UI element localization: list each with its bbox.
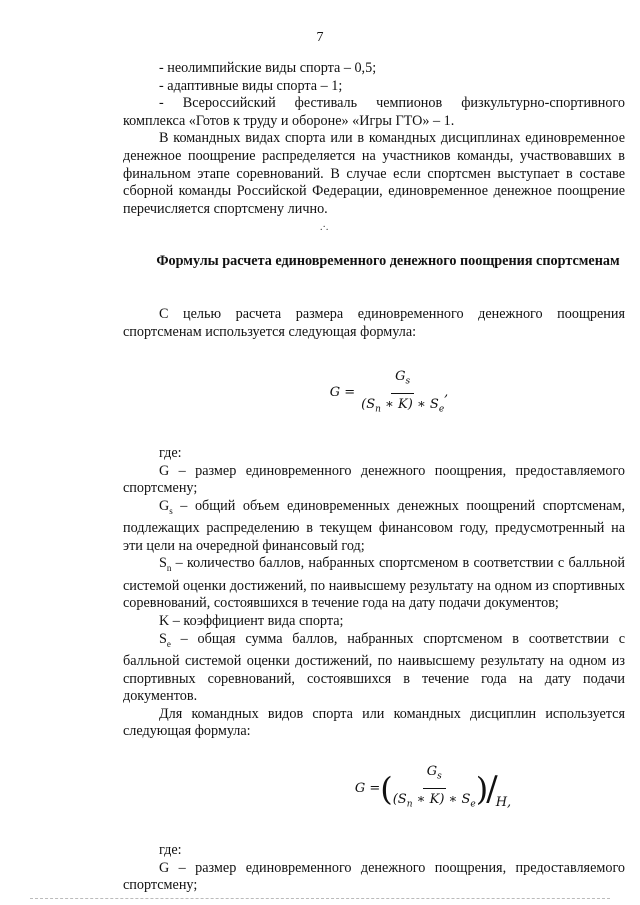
definition-se: $S_e$ – общая сумма баллов, набранных спортсменом в соответствии с балльной системой оценки достижений, по наивысшему результату на одном из спортивных соревнований, состоявшихся в течение года на дату подачи документов. [123, 630, 625, 705]
document-body [123, 60, 625, 895]
team-formula-intro: Для командных видов спорта или командных дисциплин используется следующая формула: [123, 705, 625, 740]
definition-g-2: G – размер единовременного денежного поощрения, предоставляемого спортсмену; [123, 859, 625, 894]
formula2-divisor-text: H [495, 794, 508, 810]
formula2-trailing: , [507, 794, 512, 810]
section-heading: Формулы расчета единовременного денежного поощрения спортсменам [156, 253, 620, 270]
formula2-numerator: $G_s$ [423, 763, 446, 789]
where-label: где: [159, 444, 182, 461]
bullet-adaptive: - адаптивные виды спорта – 1; [159, 77, 343, 94]
definition-sn-text: – количество баллов, набранных спортсменом в соответствии с балльной системой оценки достижений, по наивысшему результату на одном из спортивных соревнований, состоявшихся в течение года на дату подачи документов; [123, 555, 625, 612]
definition-g: G – размер единовременного денежного поощрения, предоставляемого спортсмену; [123, 462, 625, 497]
formula-numerator: $G_s$ [391, 368, 414, 394]
formula2-lhs: G = [354, 780, 381, 796]
formula2-open-paren: ( [380, 769, 393, 808]
page-number: 7 [316, 30, 324, 45]
definition-sn: $S_n$ – количество баллов, набранных спортсменом в соответствии с балльной системой оценки достижений, по наивысшему результату на одном из спортивных соревнований, состоявшихся в течение года на дату подачи документов; [123, 555, 625, 612]
scan-speck: .·. [320, 222, 329, 233]
bullet-nonolympic: - неолимпийские виды спорта – 0,5; [159, 60, 377, 76]
formula2-denominator: ($S_n$ ∗ K) ∗ $S_e$ [392, 792, 476, 810]
definition-gs: $G_s$ – общий объем единовременных денежных поощрений спортсменам, подлежащих распределению в текущем финансовом году, предусмотренный на эти цели на очередной финансовый год; [123, 497, 625, 554]
team-paragraph: В командных видах спорта или в командных дисциплинах единовременное денежное поощрение распределяется на участников команды, участвовавших в финальном этапе соревнований. В случае если спортсмен выступает в составе сборной команды Российской Федерации, единовременное денежное поощрение перечисляется спортсмену лично. [123, 130, 625, 217]
formula-team [123, 763, 625, 814]
formula2-slash: / [486, 768, 498, 809]
definition-gs-text: – общий объем единовременных денежных поощрений спортсменам, подлежащих распределению в текущем финансовом году, предусмотренный на эти цели на очередной финансовый год; [123, 497, 625, 554]
formula-lhs: G = [329, 385, 356, 401]
formula2-close-paren: ) [475, 769, 489, 808]
formula-individual [123, 368, 625, 419]
intro-paragraph: С целью расчета размера единовременного денежного поощрения спортсменам используется следующая формула: [123, 306, 625, 340]
bullet-gto: - Всероссийский фестиваль чемпионов физкультурно-спортивного комплекса «Готов к труду и обороне» «Игры ГТО» – 1. [123, 95, 625, 129]
formula-trailing: , [444, 385, 449, 401]
definition-se-text: – общая сумма баллов, набранных спортсменом в соответствии с балльной системой оценки достижений, по наивысшему результату на одном из спортивных соревнований, состоявшихся в течение года на дату подачи документов. [123, 630, 625, 705]
where-label-2: где: [159, 842, 182, 859]
formula-fraction [361, 368, 444, 419]
formula2-fraction [393, 763, 476, 814]
formula2-divisor [496, 794, 511, 812]
definition-k: K – коэффициент вида спорта; [159, 612, 344, 629]
formula-denominator: ($S_n$ ∗ K) ∗ $S_e$ [361, 396, 445, 415]
footer-divider [30, 898, 610, 899]
